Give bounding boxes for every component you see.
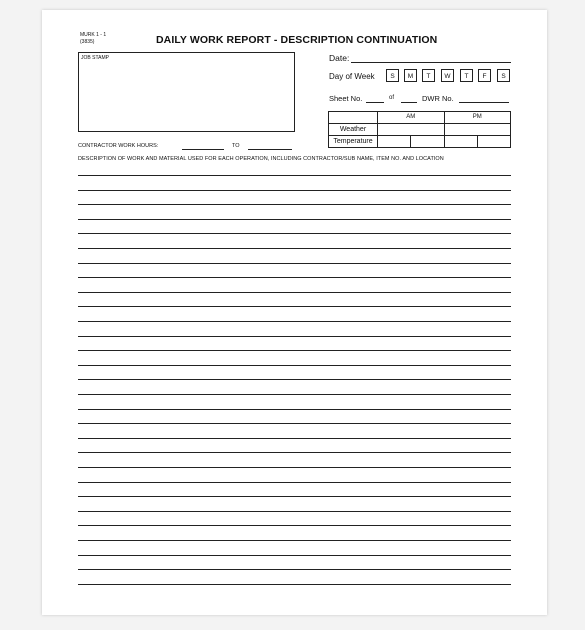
ruled-line[interactable] <box>78 423 511 424</box>
ruled-line[interactable] <box>78 292 511 293</box>
weather-am-cell[interactable] <box>378 124 445 136</box>
ruled-line[interactable] <box>78 525 511 526</box>
job-stamp-box[interactable] <box>78 52 295 132</box>
ruled-line[interactable] <box>78 233 511 234</box>
day-box-wednesday[interactable]: W <box>441 69 454 82</box>
sheet-no-label: Sheet No. <box>329 94 363 103</box>
ruled-line[interactable] <box>78 569 511 570</box>
job-stamp-label: JOB STAMP <box>81 55 109 61</box>
ruled-line[interactable] <box>78 350 511 351</box>
sheet-no-field[interactable] <box>366 102 384 103</box>
of-label: of <box>389 95 395 101</box>
ruled-line[interactable] <box>78 321 511 322</box>
temperature-row-label: Temperature <box>329 136 378 148</box>
contractor-hours-from-field[interactable] <box>182 149 224 150</box>
weather-table <box>328 111 511 148</box>
ruled-line[interactable] <box>78 365 511 366</box>
ruled-line[interactable] <box>78 409 511 410</box>
ruled-line[interactable] <box>78 438 511 439</box>
temperature-am-cell-1[interactable] <box>378 136 411 148</box>
report-page <box>42 10 547 615</box>
ruled-line[interactable] <box>78 248 511 249</box>
ruled-line[interactable] <box>78 555 511 556</box>
date-label: Date: <box>329 53 350 63</box>
am-header: AM <box>378 112 445 124</box>
contractor-hours-label: CONTRACTOR WORK HOURS: <box>78 143 159 149</box>
day-box-sunday[interactable]: S <box>386 69 399 82</box>
ruled-line[interactable] <box>78 467 511 468</box>
day-box-thursday[interactable]: T <box>460 69 473 82</box>
contractor-hours-to-field[interactable] <box>248 149 292 150</box>
day-box-friday[interactable]: F <box>478 69 491 82</box>
sheet-total-field[interactable] <box>401 102 417 103</box>
weather-row-label: Weather <box>329 124 378 136</box>
ruled-line[interactable] <box>78 277 511 278</box>
day-box-tuesday[interactable]: T <box>422 69 435 82</box>
ruled-line[interactable] <box>78 394 511 395</box>
pm-header: PM <box>444 112 511 124</box>
weather-row <box>329 124 511 136</box>
temperature-am-cell-2[interactable] <box>411 136 444 148</box>
to-label: TO <box>232 143 240 149</box>
dwr-no-label: DWR No. <box>422 94 454 103</box>
page-title: DAILY WORK REPORT - DESCRIPTION CONTINUATION <box>156 34 438 46</box>
ruled-line[interactable] <box>78 379 511 380</box>
form-code-line-2: (3835) <box>80 39 95 45</box>
weather-pm-cell[interactable] <box>444 124 511 136</box>
day-box-saturday[interactable]: S <box>497 69 510 82</box>
ruled-line[interactable] <box>78 511 511 512</box>
day-box-monday[interactable]: M <box>404 69 417 82</box>
weather-table-corner <box>329 112 378 124</box>
ruled-line[interactable] <box>78 482 511 483</box>
date-field[interactable] <box>351 62 511 63</box>
ruled-line[interactable] <box>78 175 511 176</box>
ruled-line[interactable] <box>78 190 511 191</box>
ruled-line[interactable] <box>78 584 511 585</box>
form-code <box>80 32 106 46</box>
form-code-line-1: MURK 1 - 1 <box>80 32 107 38</box>
ruled-line[interactable] <box>78 336 511 337</box>
temperature-pm-cell-1[interactable] <box>444 136 477 148</box>
ruled-line[interactable] <box>78 219 511 220</box>
description-label: DESCRIPTION OF WORK AND MATERIAL USED FOR EACH OPERATION, INCLUDING CONTRACTOR/SUB NAME, ITEM NO. AND LOCATION <box>78 156 444 162</box>
temperature-pm-cell-2[interactable] <box>477 136 510 148</box>
ruled-line[interactable] <box>78 496 511 497</box>
temperature-row <box>329 136 511 148</box>
ruled-line[interactable] <box>78 263 511 264</box>
ruled-line[interactable] <box>78 306 511 307</box>
ruled-line[interactable] <box>78 540 511 541</box>
dwr-no-field[interactable] <box>459 102 509 103</box>
ruled-line[interactable] <box>78 452 511 453</box>
ruled-line[interactable] <box>78 204 511 205</box>
weather-table-header-row <box>329 112 511 124</box>
day-of-week-label: Day of Week <box>329 72 375 81</box>
